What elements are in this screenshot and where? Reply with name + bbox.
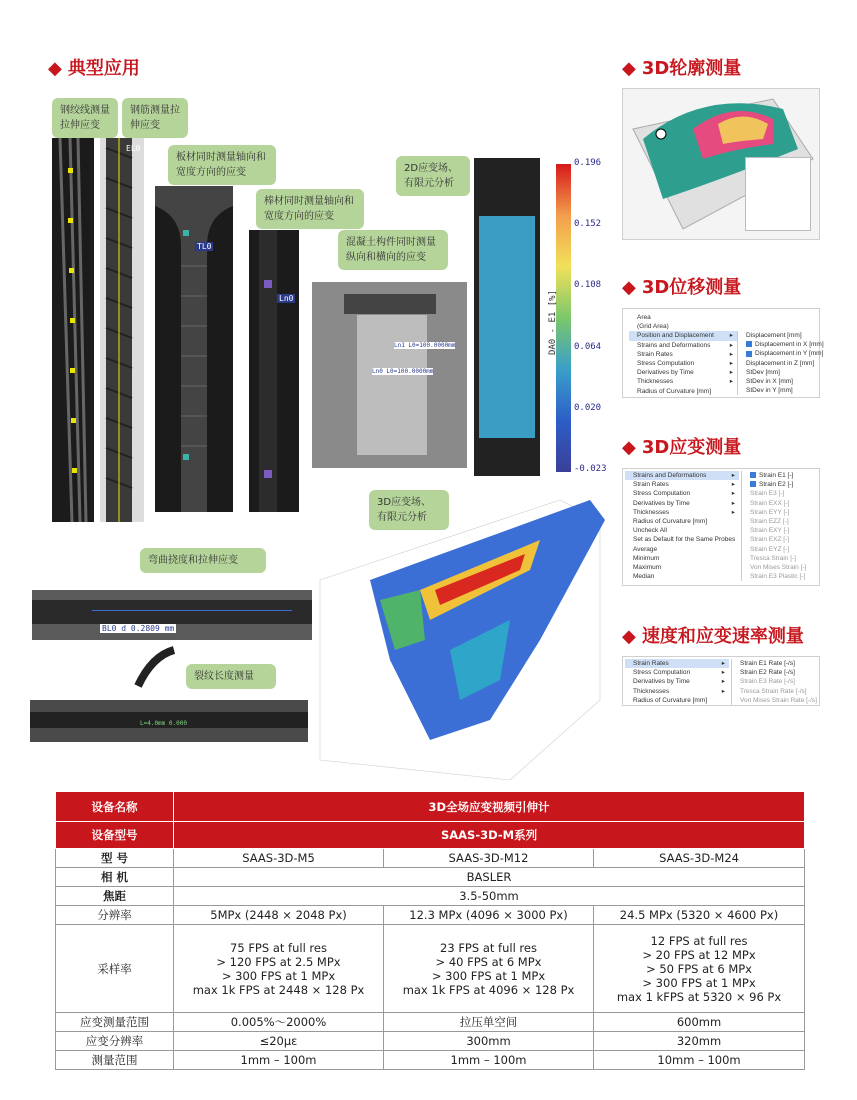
menu-item[interactable]: Radius of Curvature [mm]	[637, 387, 712, 395]
menu-item[interactable]: Strains and Deformations ▸	[637, 341, 733, 349]
menu-item[interactable]: Maximum	[633, 563, 662, 571]
crack-photo	[30, 700, 308, 742]
rate3-line: > 300 FPS at 1 MPx	[642, 975, 756, 990]
menu-item[interactable]: Stress Computation ▸	[633, 490, 735, 498]
chevron-right-icon: ▸	[731, 481, 735, 489]
menu-item[interactable]: Derivatives by Time ▸	[633, 678, 725, 686]
submenu-item[interactable]: Tresca Strain [-]	[750, 554, 796, 562]
check-icon	[750, 472, 756, 478]
spec-name-label: 设备名称	[56, 792, 174, 822]
chevron-right-icon: ▸	[731, 508, 735, 516]
menu-item[interactable]: Position and Displacement ▸	[629, 331, 737, 340]
chevron-right-icon: ▸	[729, 350, 733, 358]
spec-model-value: SAAS-3D-M系列	[174, 822, 805, 849]
plate-photo	[155, 186, 233, 512]
menu-item[interactable]: Stress Computation ▸	[633, 669, 725, 677]
menu-item[interactable]: Strain Rates ▸	[637, 350, 733, 358]
spec-model-2: SAAS-3D-M12	[384, 849, 594, 868]
spec-focal-label: 焦距	[56, 887, 174, 906]
spec-res-3: 24.5 MPx (5320 × 4600 Px)	[594, 906, 805, 925]
spec-rate-1	[174, 925, 384, 1013]
spec-type-label: 型 号	[56, 849, 174, 868]
rate-submenu	[731, 659, 820, 705]
submenu-item[interactable]: Strain E2 Rate [-/s]	[740, 669, 795, 677]
rate3-line: > 20 FPS at 12 MPx	[642, 947, 756, 962]
submenu-item[interactable]: Strain EXX [-]	[750, 499, 790, 507]
rate2-line: > 300 FPS at 1 MPx	[431, 968, 546, 983]
submenu-item[interactable]: Strain E3 Rate [-/s]	[740, 678, 795, 686]
menu-item[interactable]: Strain Rates ▸	[633, 481, 735, 489]
rate3-line: > 50 FPS at 6 MPx	[646, 961, 752, 976]
colorbar-tick-label: 0.064	[574, 341, 602, 352]
menu-item[interactable]: Area	[637, 314, 651, 321]
spec-focal-value: 3.5-50mm	[174, 887, 805, 906]
spec-row-rate	[56, 925, 805, 1013]
chevron-right-icon: ▸	[729, 378, 733, 386]
submenu-item[interactable]: StDev in Y [mm]	[746, 387, 793, 395]
section-title-strain: ◆ 3D应变测量	[622, 437, 742, 458]
chevron-right-icon: ▸	[721, 660, 725, 667]
spec-row-range	[56, 1013, 805, 1032]
submenu-item[interactable]: Strain E2 [-]	[742, 480, 820, 489]
note-crack: 裂纹长度测量	[186, 664, 276, 689]
menu-item[interactable]: Set as Default for the Same Probes	[633, 536, 736, 544]
submenu-item[interactable]: Strain EXY [-]	[750, 527, 790, 535]
section-title-rate: ◆ 速度和应变速率测量	[622, 626, 804, 647]
bar-photo	[249, 230, 299, 512]
menu-item[interactable]: Derivatives by Time ▸	[637, 369, 733, 377]
menu-item[interactable]: (Grid Area)	[637, 323, 669, 331]
spec-row-name	[56, 792, 805, 822]
threed-field-plot	[310, 480, 610, 780]
spec-model-label: 设备型号	[56, 822, 174, 849]
spec-rate-2	[384, 925, 594, 1013]
menu-item[interactable]: Radius of Curvature [mm]	[633, 517, 708, 525]
concrete-label-2: Ln0 L0=100.0000mm	[372, 368, 434, 375]
submenu-item[interactable]: Tresca Strain Rate [-/s]	[740, 687, 807, 695]
colorbar-tick-label: 0.196	[574, 158, 602, 168]
displacement-menu	[629, 313, 737, 396]
submenu-item[interactable]: Strain E1 Rate [-/s]	[740, 660, 795, 667]
chevron-right-icon: ▸	[721, 669, 725, 677]
menu-item[interactable]: Thicknesses ▸	[637, 378, 733, 386]
check-icon	[746, 351, 752, 357]
bl-overlay: BL0 d 0.2809 mm	[102, 624, 175, 633]
rebar-twisted-photo	[52, 138, 94, 522]
colorbar-axis-label: DA0 - E1 [%]	[548, 290, 558, 356]
rate3-line: 12 FPS at full res	[650, 933, 748, 948]
colorbar-tick-label: 0.108	[574, 280, 602, 291]
spec-sres-3: 320mm	[594, 1032, 805, 1051]
submenu-item[interactable]: StDev in X [mm]	[746, 377, 793, 385]
spec-table	[55, 791, 805, 1070]
spec-sres-2: 300mm	[384, 1032, 594, 1051]
spec-range-1: 0.005%～2000%	[174, 1013, 384, 1032]
bending-photo	[32, 590, 312, 640]
submenu-item[interactable]: Von Mises Strain Rate [-/s]	[740, 696, 817, 704]
spec-range-2: 拉压单空间	[384, 1013, 594, 1032]
strain-screenshot	[622, 468, 820, 586]
check-icon	[750, 481, 756, 487]
chevron-right-icon: ▸	[729, 359, 733, 367]
contour-context-menu	[745, 157, 811, 231]
note-rebar-twisted: 钢绞线测量拉伸应变	[52, 98, 118, 138]
colorbar-tick-label: 0.152	[574, 219, 602, 230]
spec-range-3: 600mm	[594, 1013, 805, 1032]
spec-model-3: SAAS-3D-M24	[594, 849, 805, 868]
chevron-right-icon: ▸	[721, 678, 725, 686]
spec-rate-3	[594, 925, 805, 1013]
spec-mrange-3: 10mm – 100m	[594, 1051, 805, 1070]
note-rebar: 钢筋测量拉伸应变	[122, 98, 188, 138]
rate2-line: max 1k FPS at 4096 × 128 Px	[402, 982, 575, 997]
spec-row-model	[56, 822, 805, 849]
note-bending: 弯曲挠度和拉伸应变	[140, 548, 266, 573]
menu-item[interactable]: Average	[633, 545, 658, 553]
menu-item[interactable]: Strain Rates ▸	[625, 659, 729, 668]
crack-tag: L=4.0mm 0.000	[140, 720, 187, 727]
menu-item[interactable]: Median	[633, 573, 655, 581]
spec-row-camera	[56, 868, 805, 887]
spec-range-label: 应变测量范围	[56, 1013, 174, 1032]
spec-name-value: 3D全场应变视频引伸计	[174, 792, 805, 822]
submenu-item[interactable]: Displacement [mm]	[746, 332, 802, 339]
concrete-photo	[312, 282, 467, 468]
tl-overlay: TL0	[197, 242, 212, 251]
note-twod: 2D应变场、有限元分析	[396, 156, 470, 196]
menu-item[interactable]: Stress Computation ▸	[637, 359, 733, 367]
spec-camera-value: BASLER	[174, 868, 805, 887]
rate1-line: > 120 FPS at 2.5 MPx	[216, 954, 341, 969]
spec-camera-label: 相 机	[56, 868, 174, 887]
contour-screenshot	[622, 88, 820, 240]
submenu-item[interactable]: Strain EZZ [-]	[750, 517, 789, 525]
menu-item[interactable]: Uncheck All	[633, 527, 667, 535]
rate1-line: max 1k FPS at 2448 × 128 Px	[192, 982, 365, 997]
rate-screenshot	[622, 656, 820, 706]
chevron-right-icon: ▸	[731, 472, 735, 479]
spec-mrange-label: 测量范围	[56, 1051, 174, 1070]
spec-res-2: 12.3 MPx (4096 × 3000 Px)	[384, 906, 594, 925]
note-concrete: 混凝土构件同时测量纵向和横向的应变	[338, 230, 448, 270]
el-overlay: EL0	[126, 144, 141, 153]
chevron-right-icon: ▸	[729, 332, 733, 340]
menu-item[interactable]: Strains and Deformations ▸	[625, 471, 739, 480]
submenu-item[interactable]: Displacement in Z [mm]	[746, 359, 815, 367]
submenu-item[interactable]: Strain E3 [-]	[750, 490, 785, 498]
strain-menu	[625, 471, 739, 581]
rate1-line: 75 FPS at full res	[230, 940, 327, 955]
menu-item[interactable]: Derivatives by Time ▸	[633, 499, 735, 507]
spec-row-res	[56, 906, 805, 925]
chevron-right-icon: ▸	[731, 499, 735, 507]
submenu-item[interactable]: StDev [mm]	[746, 368, 780, 376]
chevron-right-icon: ▸	[729, 341, 733, 349]
note-plate: 板材同时测量轴向和宽度方向的应变	[168, 145, 276, 185]
submenu-item[interactable]: Strain EYY [-]	[750, 508, 790, 516]
concrete-label-1: Ln1 L0=100.0000mm	[394, 342, 456, 349]
submenu-item[interactable]: Strain EYZ [-]	[750, 545, 790, 553]
submenu-item[interactable]: Von Mises Strain [-]	[750, 563, 807, 571]
section-title-contour: ◆ 3D轮廓测量	[622, 58, 742, 79]
rate3-line: max 1 kFPS at 5320 × 96 Px	[616, 989, 782, 1004]
menu-item[interactable]: Minimum	[633, 554, 660, 562]
spec-mrange-2: 1mm – 100m	[384, 1051, 594, 1070]
displacement-submenu	[737, 331, 824, 395]
spec-row-type	[56, 849, 805, 868]
rate1-line: > 300 FPS at 1 MPx	[221, 968, 336, 983]
submenu-item[interactable]: Strain E3 Plastic [-]	[750, 573, 806, 581]
rate2-line: > 40 FPS at 6 MPx	[435, 954, 542, 969]
submenu-item[interactable]: Displacement in Y [mm]	[738, 349, 820, 358]
bent-specimen	[132, 646, 180, 692]
spec-row-sres	[56, 1032, 805, 1051]
twod-field-photo	[474, 158, 540, 476]
colorbar-tick-label: -0.023	[574, 464, 607, 474]
rate2-line: 23 FPS at full res	[440, 940, 537, 955]
submenu-item[interactable]: Strain E1 [-]	[742, 471, 820, 480]
chevron-right-icon: ▸	[721, 687, 725, 695]
rebar-photo	[100, 138, 144, 522]
menu-item[interactable]: Radius of Curvature [mm]	[633, 696, 708, 704]
section-title-displacement: ◆ 3D位移测量	[622, 277, 742, 298]
note-bar: 棒材同时测量轴向和宽度方向的应变	[256, 189, 364, 229]
chevron-right-icon: ▸	[729, 369, 733, 377]
colorbar-tick-label: 0.020	[574, 402, 602, 413]
rate-menu	[625, 659, 729, 705]
spec-sres-label: 应变分辨率	[56, 1032, 174, 1051]
spec-row-focal	[56, 887, 805, 906]
section-title-typical: ◆ 典型应用	[48, 58, 140, 79]
menu-item[interactable]: Thicknesses ▸	[633, 508, 735, 516]
spec-rate-label: 采样率	[56, 925, 174, 1013]
spec-res-label: 分辨率	[56, 906, 174, 925]
colorbar	[556, 164, 571, 472]
spec-res-1: 5MPx (2448 × 2048 Px)	[174, 906, 384, 925]
ln-overlay: Ln0	[279, 294, 294, 303]
displacement-screenshot	[622, 308, 824, 398]
spec-row-mrange	[56, 1051, 805, 1070]
spec-model-1: SAAS-3D-M5	[174, 849, 384, 868]
check-icon	[746, 341, 752, 347]
chevron-right-icon: ▸	[731, 490, 735, 498]
note-threed: 3D应变场、有限元分析	[369, 490, 449, 530]
strain-submenu	[741, 471, 820, 581]
submenu-item[interactable]: Displacement in X [mm]	[738, 340, 820, 349]
submenu-item[interactable]: Strain EXZ [-]	[750, 536, 790, 544]
menu-item[interactable]: Thicknesses ▸	[633, 687, 725, 695]
spec-mrange-1: 1mm – 100m	[174, 1051, 384, 1070]
spec-sres-1: ≤20με	[174, 1032, 384, 1051]
